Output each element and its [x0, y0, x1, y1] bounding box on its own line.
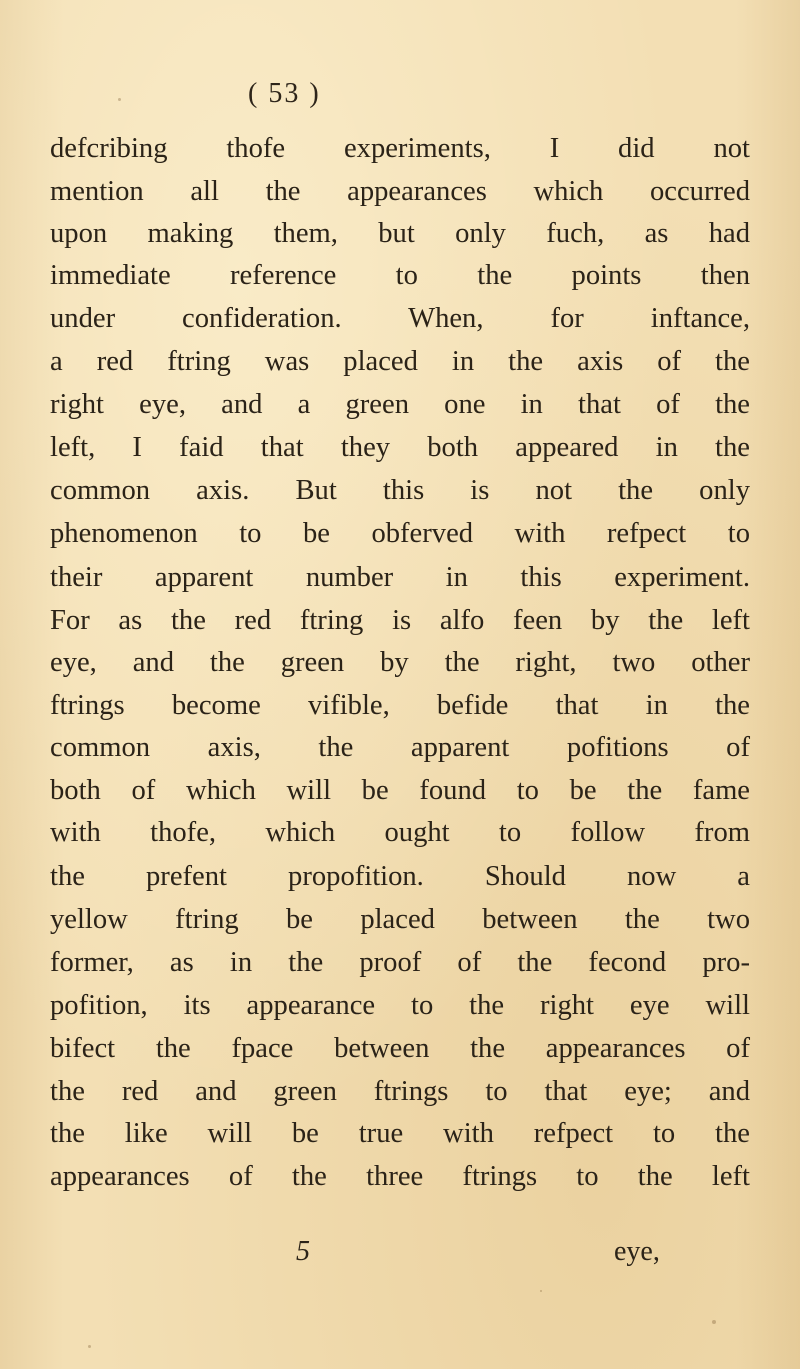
paper-speck — [88, 1345, 91, 1348]
text-line: the prefent propofition. Should now a — [50, 861, 750, 892]
text-line: phenomenon to be obferved with refpect to — [50, 518, 750, 549]
text-line: ftrings become vifible, befide that in the — [50, 690, 750, 721]
text-line: common axis. But this is not the only — [50, 475, 750, 506]
text-line: immediate reference to the points then — [50, 260, 750, 291]
text-line: eye, and the green by the right, two other — [50, 647, 750, 678]
paper-speck — [118, 98, 121, 101]
text-line: the red and green ftrings to that eye; and — [50, 1076, 750, 1107]
text-line: with thofe, which ought to follow from — [50, 817, 750, 848]
page-number: ( 53 ) — [248, 78, 321, 109]
text-line: left, I faid that they both appeared in the — [50, 432, 750, 463]
text-line: mention all the appearances which occurred — [50, 176, 750, 207]
text-line: bifect the fpace between the appearances of — [50, 1033, 750, 1064]
text-line: pofition, its appearance to the right eye will — [50, 990, 750, 1021]
paper-speck — [712, 1320, 716, 1324]
text-line: under confideration. When, for inftance, — [50, 303, 750, 334]
text-line: their apparent number in this experiment. — [50, 562, 750, 593]
paper-speck — [540, 1290, 542, 1292]
catchword: eye, — [614, 1236, 660, 1267]
text-line: upon making them, but only fuch, as had — [50, 218, 750, 249]
text-line: former, as in the proof of the fecond pro- — [50, 947, 750, 978]
text-line: For as the red ftring is alfo feen by the left — [50, 605, 750, 636]
page-footer — [0, 1236, 800, 1276]
text-line: yellow ftring be placed between the two — [50, 904, 750, 935]
text-line: the like will be true with refpect to the — [50, 1118, 750, 1149]
text-line: defcribing thofe experiments, I did not — [50, 133, 750, 164]
text-line: both of which will be found to be the fame — [50, 775, 750, 806]
text-line: right eye, and a green one in that of the — [50, 389, 750, 420]
text-line: common axis, the apparent pofitions of — [50, 732, 750, 763]
signature-mark: 5 — [296, 1236, 310, 1267]
text-line: a red ftring was placed in the axis of the — [50, 346, 750, 377]
text-line: appearances of the three ftrings to the left — [50, 1161, 750, 1192]
